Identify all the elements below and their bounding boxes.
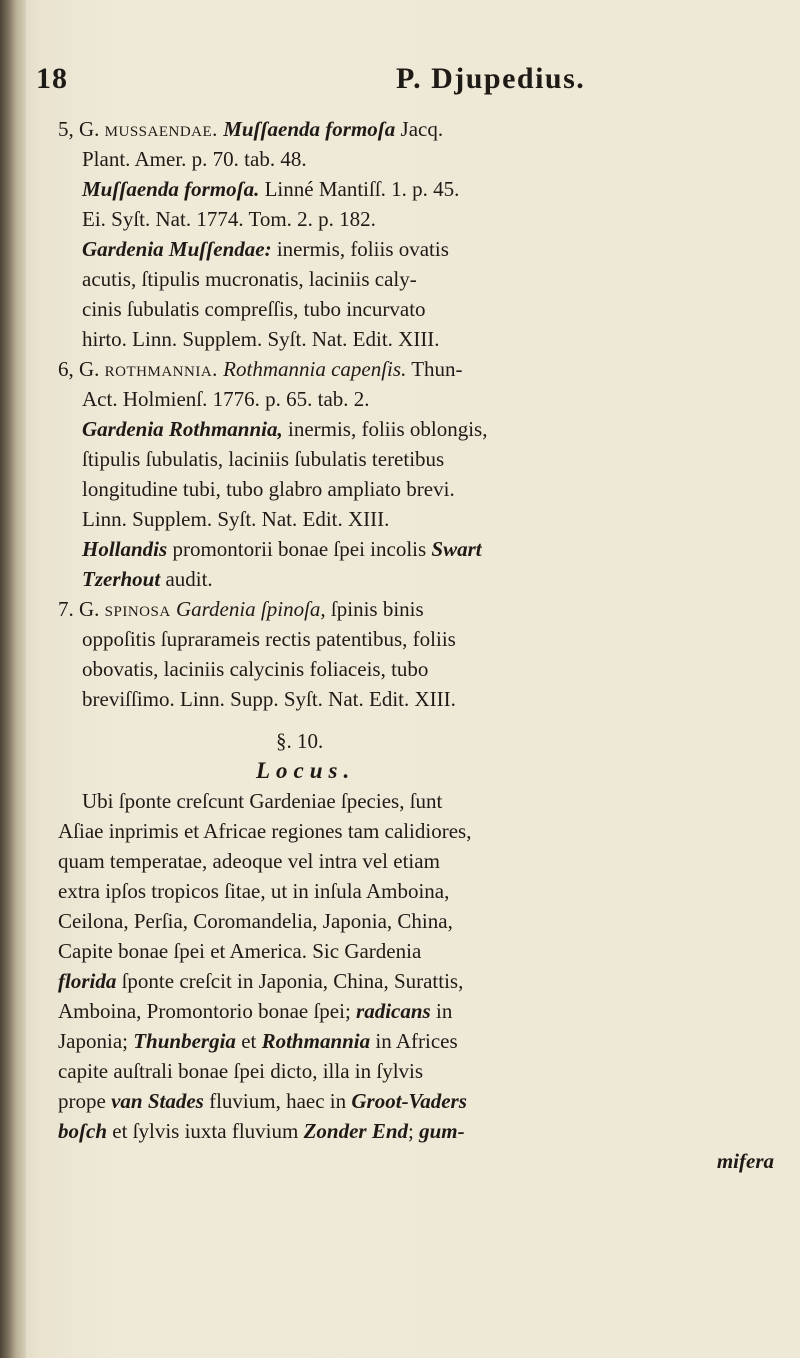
entry-6	[58, 354, 778, 594]
text-line: Muſſaenda formoſa. Linné Mantiſſ. 1. p. 45.	[82, 177, 460, 201]
page-number: 18	[36, 62, 68, 95]
text-line: Plant. Amer. p. 70. tab. 48.	[82, 147, 307, 171]
text-line: 7. G. spinosa Gardenia ſpinoſa, ſpinis binis	[58, 597, 424, 621]
text-line: florida ſponte creſcit in Japonia, China, Surattis,	[58, 969, 464, 993]
text-line: oppoſitis ſuprarameis rectis patentibus, foliis	[82, 627, 456, 651]
species-name: Rothmannia capenſis.	[223, 357, 407, 381]
text-line: capite auſtrali bonae ſpei dicto, illa in ſylvis	[58, 1059, 424, 1083]
text-line: prope van Stades fluvium, haec in Groot-Vaders	[58, 1089, 467, 1113]
page-binding-edge	[0, 0, 26, 1358]
section-title: Locus.	[256, 758, 356, 783]
section-symbol: §. 10.	[276, 729, 324, 753]
text-line: acutis, ſtipulis mucronatis, laciniis caly-	[82, 267, 417, 291]
text-line: Aſiae inprimis et Africae regiones tam calidiores,	[58, 819, 472, 843]
genus-name: rothmannia.	[104, 357, 218, 381]
entry-number: 6,	[58, 357, 74, 381]
text-line: Ceilona, Perſia, Coromandelia, Japonia, China,	[58, 909, 453, 933]
body-paragraph	[58, 786, 778, 1176]
text-line: Ubi ſponte creſcunt Gardeniae ſpecies, ſunt	[82, 789, 443, 813]
text-line: boſch et ſylvis iuxta fluvium Zonder End; gum-	[58, 1119, 465, 1143]
running-head: P. Djupedius.	[396, 62, 586, 95]
text-line: quam temperatae, adeoque vel intra vel etiam	[58, 849, 440, 873]
text-line: 6, G. rothmannia. Rothmannia capenſis. Thun-	[58, 357, 463, 381]
text-line: hirto. Linn. Supplem. Syſt. Nat. Edit. XIII.	[82, 327, 440, 351]
species-name: Gardenia ſpinoſa,	[175, 597, 326, 621]
text-line: Capite bonae ſpei et America. Sic Gardenia	[58, 939, 422, 963]
text-line: Gardenia Muſſendae: inermis, foliis ovatis	[82, 237, 449, 261]
text-line: 5, G. mussaendae. Muſſaenda formoſa Jacq.	[58, 117, 444, 141]
entry-5	[58, 114, 778, 354]
text-line: obovatis, laciniis calycinis foliaceis, tubo	[82, 657, 429, 681]
page-header	[36, 58, 776, 108]
entry-7	[58, 594, 778, 714]
text-line: cinis ſubulatis compreſſis, tubo incurvato	[82, 297, 426, 321]
catchword: mifera	[716, 1149, 774, 1173]
text-line: Tzerhout audit.	[82, 567, 213, 591]
entry-number: 7.	[58, 597, 74, 621]
text-line: Linn. Supplem. Syſt. Nat. Edit. XIII.	[82, 507, 390, 531]
text-line: breviſſimo. Linn. Supp. Syſt. Nat. Edit. XIII.	[82, 687, 456, 711]
text-line: Act. Holmienſ. 1776. p. 65. tab. 2.	[82, 387, 370, 411]
genus-name: mussaendae.	[104, 117, 218, 141]
text-line: Hollandis promontorii bonae ſpei incolis Swart	[82, 537, 482, 561]
page-text	[58, 114, 778, 1176]
text-line: Amboina, Promontorio bonae ſpei; radicans in	[58, 999, 453, 1023]
text-line: longitudine tubi, tubo glabro ampliato brevi.	[82, 477, 455, 501]
text-line: Gardenia Rothmannia, inermis, foliis oblongis,	[82, 417, 488, 441]
text-line: extra ipſos tropicos ſitae, ut in inſula Amboina,	[58, 879, 450, 903]
text-line: ſtipulis ſubulatis, laciniis ſubulatis teretibus	[82, 447, 445, 471]
species-name: Muſſaenda formoſa	[223, 117, 396, 141]
text-line: Japonia; Thunbergia et Rothmannia in Africes	[58, 1029, 458, 1053]
genus-name: spinosa	[104, 597, 171, 621]
entry-number: 5,	[58, 117, 74, 141]
text-line: Ei. Syſt. Nat. 1774. Tom. 2. p. 182.	[82, 207, 376, 231]
